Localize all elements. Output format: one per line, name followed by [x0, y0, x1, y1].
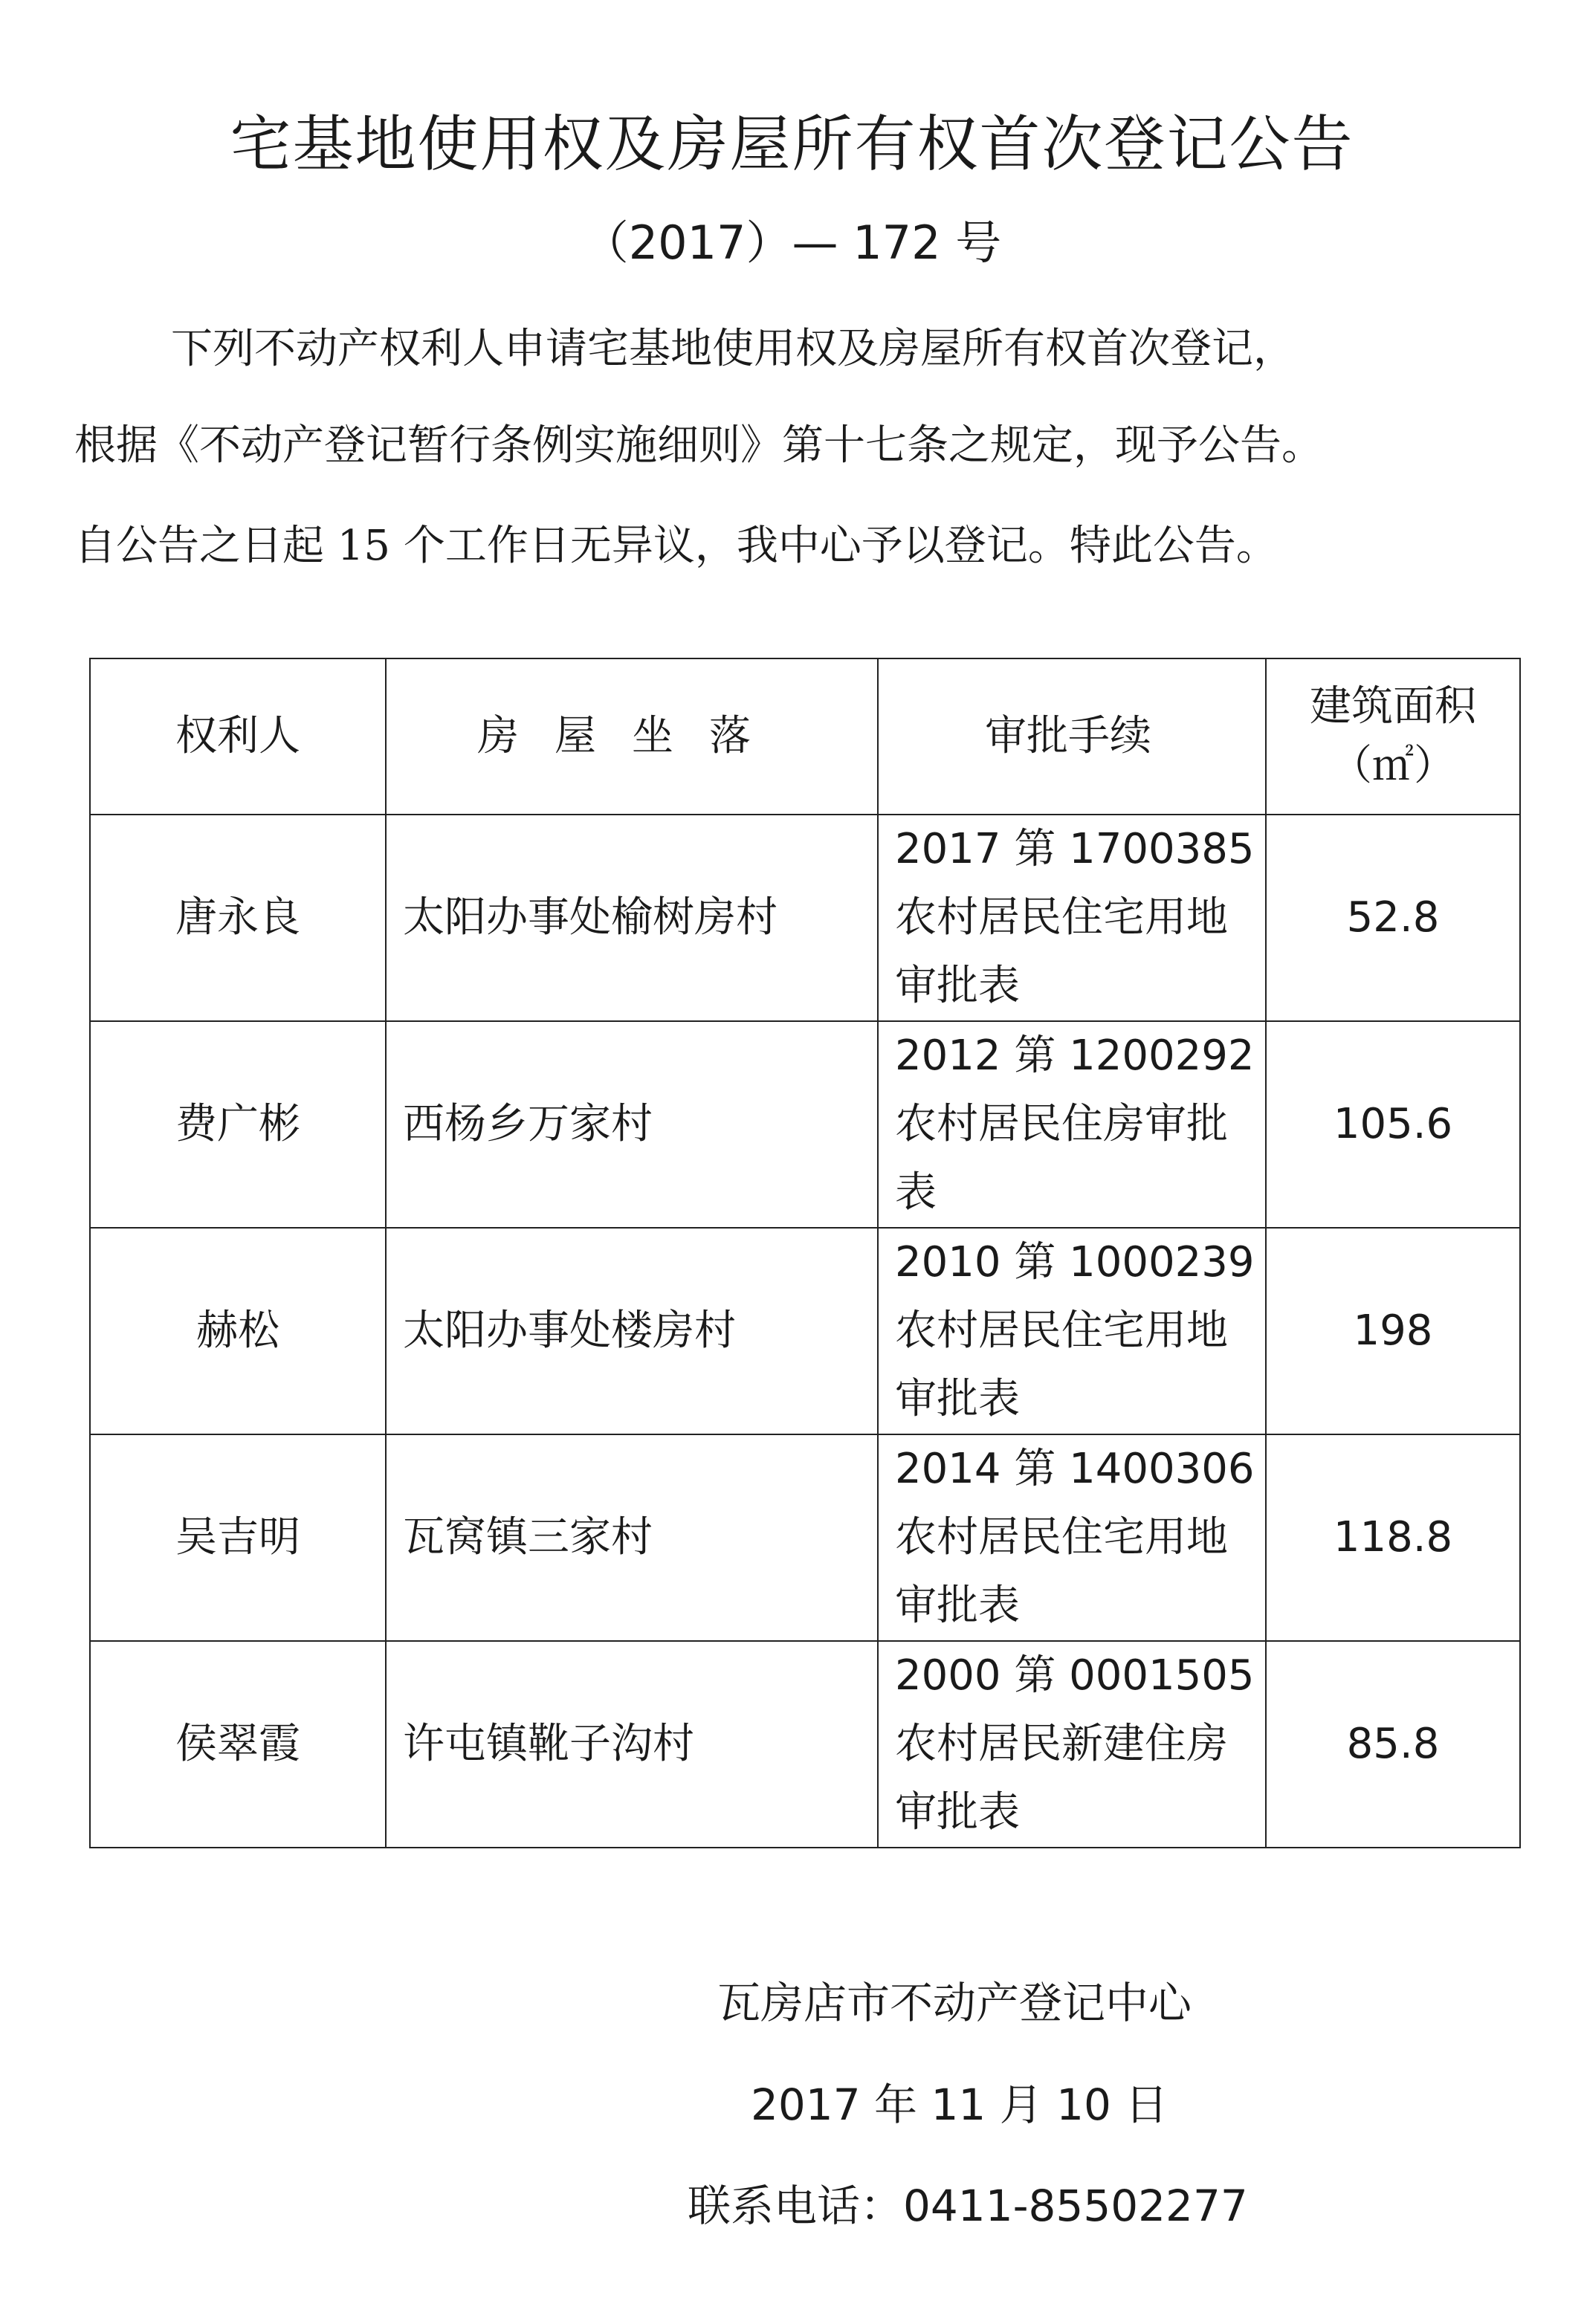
header-owner: 权利人	[90, 658, 386, 815]
cell-area: 85.8	[1266, 1641, 1520, 1848]
cell-approval: 2000 第 0001505 农村居民新建住房审批表	[878, 1641, 1266, 1848]
header-approval: 审批手续	[878, 658, 1266, 815]
cell-approval: 2010 第 1000239 农村居民住宅用地审批表	[878, 1228, 1266, 1434]
cell-approval: 2014 第 1400306 农村居民住宅用地审批表	[878, 1434, 1266, 1641]
cell-owner: 吴吉明	[90, 1434, 386, 1641]
notice-paragraph-line-2: 根据《不动产登记暂行条例实施细则》第十七条之规定，现予公告。	[74, 421, 1323, 470]
table-row	[90, 1021, 1520, 1228]
header-location: 房屋坐落	[386, 658, 878, 815]
cell-approval: 2012 第 1200292 农村居民住房审批表	[878, 1021, 1266, 1228]
table-row	[90, 815, 1520, 1021]
registration-table	[89, 658, 1521, 1848]
table-row	[90, 1228, 1520, 1434]
notice-paragraph-line-1: 下列不动产权利人申请宅基地使用权及房屋所有权首次登记，	[171, 325, 1295, 373]
header-area-line-2: （㎡）	[1331, 742, 1455, 790]
cell-location: 太阳办事处榆树房村	[386, 815, 878, 1021]
issue-date: 2017 年 11 月 10 日	[751, 2079, 1168, 2130]
notice-paragraph-line-3: 自公告之日起 15 个工作日无异议，我中心予以登记。特此公告。	[74, 522, 1278, 570]
cell-owner: 唐永良	[90, 815, 386, 1021]
cell-area: 105.6	[1266, 1021, 1520, 1228]
table-header-row	[90, 658, 1520, 815]
notice-number: （2017）— 172 号	[582, 216, 1002, 270]
contact-phone: 联系电话：0411-85502277	[688, 2181, 1248, 2231]
cell-approval: 2017 第 1700385 农村居民住宅用地审批表	[878, 815, 1266, 1021]
table-row	[90, 1641, 1520, 1848]
cell-location: 许屯镇靴子沟村	[386, 1641, 878, 1848]
cell-area: 118.8	[1266, 1434, 1520, 1641]
header-area-line-1: 建筑面积	[1310, 682, 1476, 731]
table-row	[90, 1434, 1520, 1641]
cell-owner: 赫松	[90, 1228, 386, 1434]
issuer-name: 瓦房店市不动产登记中心	[717, 1978, 1192, 2028]
cell-owner: 费广彬	[90, 1021, 386, 1228]
cell-area: 198	[1266, 1228, 1520, 1434]
header-area	[1266, 658, 1520, 815]
cell-location: 瓦窝镇三家村	[386, 1434, 878, 1641]
notice-title: 宅基地使用权及房屋所有权首次登记公告	[230, 109, 1354, 180]
cell-area: 52.8	[1266, 815, 1520, 1021]
cell-owner: 侯翠霞	[90, 1641, 386, 1848]
cell-location: 太阳办事处楼房村	[386, 1228, 878, 1434]
cell-location: 西杨乡万家村	[386, 1021, 878, 1228]
